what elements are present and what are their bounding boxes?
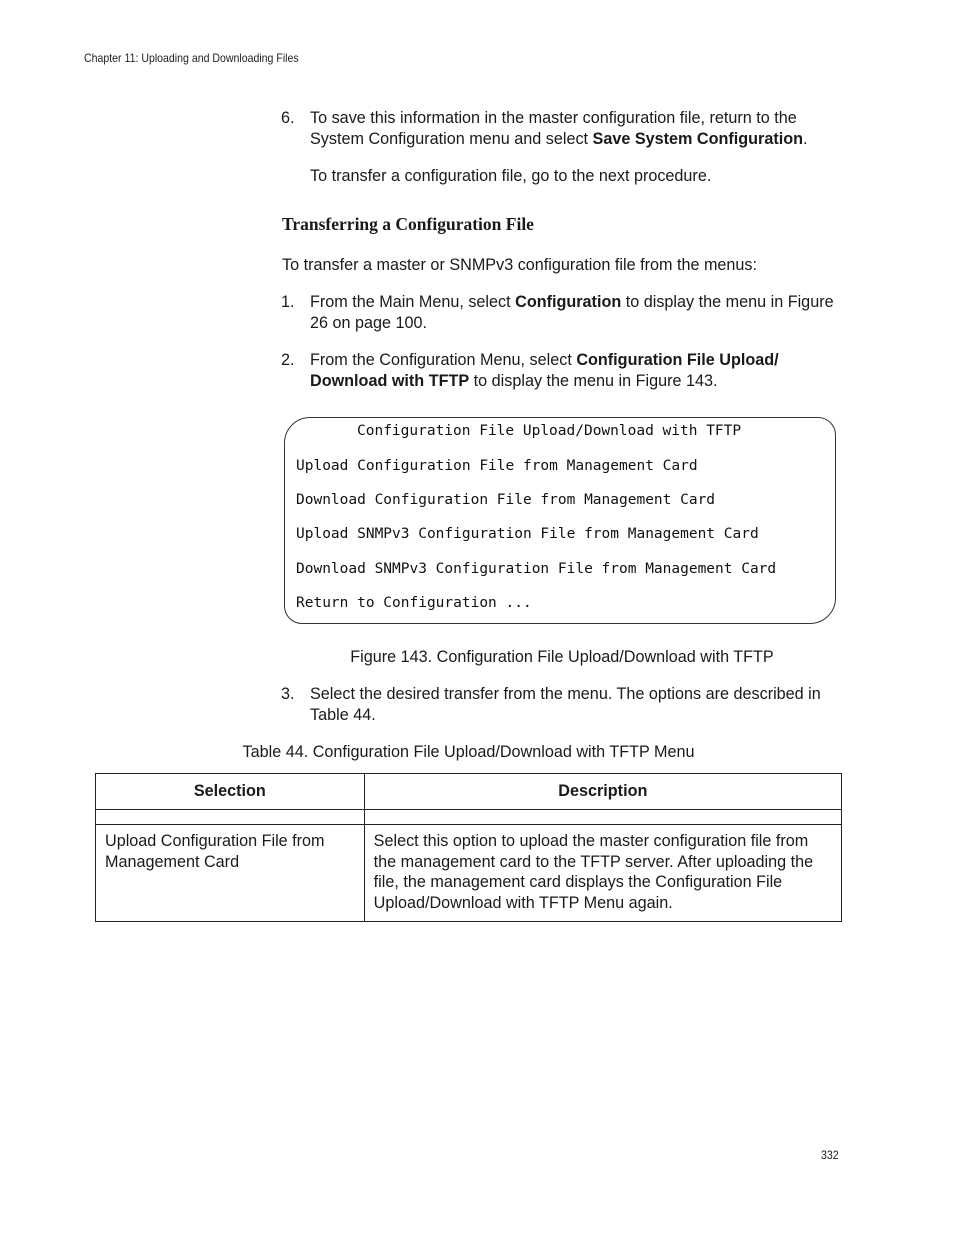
- menu-title: Configuration File Upload/Download with TFTP: [357, 423, 742, 439]
- menu-item: Upload Configuration File from Management Card: [296, 458, 698, 474]
- step-text-post: .: [803, 130, 808, 148]
- step-text: [310, 350, 835, 392]
- menu-item: Upload SNMPv3 Configuration File from Management Card: [296, 526, 759, 542]
- menu-item: Download Configuration File from Management Card: [296, 492, 716, 508]
- step-number: 6.: [281, 109, 295, 127]
- column-header-selection: Selection: [96, 774, 365, 810]
- step-text-post: to display the menu in Figure 26 on page 100.: [310, 293, 834, 332]
- cell-description: Select this option to upload the master configuration file from the management card to the TFTP server. After uploading the file, the management card displays the Configuration File Upload/Download with TFTP Menu again.: [364, 825, 841, 922]
- step-text-bold: Configuration File Upload/ Download with TFTP: [310, 351, 779, 390]
- table-caption: Table 44. Configuration File Upload/Download with TFTP Menu: [242, 743, 695, 761]
- step-number: 3.: [281, 685, 295, 703]
- step-note: To transfer a configuration file, go to the next procedure.: [310, 167, 712, 185]
- section-heading: Transferring a Configuration File: [282, 214, 534, 234]
- step-text-post: to display the menu in Figure 143.: [469, 372, 718, 390]
- step-text-pre: To save this information in the master configuration file, return to the System Configuration menu and select: [310, 109, 797, 148]
- step-text-pre: From the Configuration Menu, select: [310, 351, 577, 369]
- cell-selection: Upload Configuration File from Management Card: [96, 825, 365, 922]
- chapter-header: Chapter 11: Uploading and Downloading Files: [84, 51, 299, 65]
- page-number: 332: [821, 1148, 839, 1162]
- step-text-bold: Configuration: [515, 293, 622, 311]
- section-intro: To transfer a master or SNMPv3 configuration file from the menus:: [282, 256, 758, 274]
- step-text: [310, 108, 845, 150]
- selection-table: [95, 773, 842, 922]
- menu-item: Return to Configuration ...: [296, 595, 532, 611]
- menu-screen: [284, 417, 836, 624]
- table-row: [96, 825, 842, 922]
- step-text: Select the desired transfer from the menu. The options are described in Table 44.: [310, 685, 821, 724]
- step-number: 1.: [281, 293, 295, 311]
- header-separator: [96, 810, 842, 825]
- figure-caption: Figure 143. Configuration File Upload/Download with TFTP: [350, 648, 774, 666]
- table-header-row: [96, 774, 842, 810]
- step-number: 2.: [281, 351, 295, 369]
- step-text-pre: From the Main Menu, select: [310, 293, 516, 311]
- step-text: [310, 292, 835, 334]
- column-header-description: Description: [364, 774, 841, 810]
- step-text-bold: Save System Configuration: [592, 130, 804, 148]
- menu-item: Download SNMPv3 Configuration File from Management Card: [296, 561, 777, 577]
